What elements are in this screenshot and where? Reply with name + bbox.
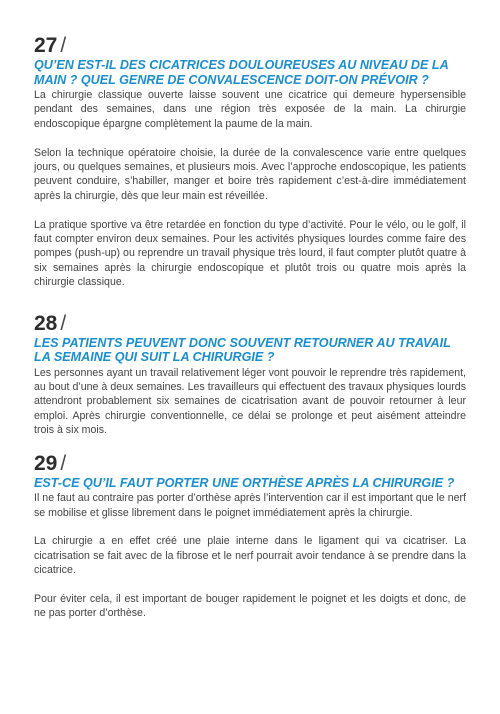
- question-number: 28: [34, 311, 58, 335]
- section-28: [34, 312, 466, 438]
- paragraph: La chirurgie classique ouverte laisse souvent une cicatrice qui demeure hypersensible pendant des semaines, dans une région très exposée de la main. La chirurgie endoscopique épargne complètement la paume de la main.: [34, 89, 466, 130]
- question-heading: QU’EN EST-IL DES CICATRICES DOULOUREUSES AU NIVEAU DE LA MAIN ? QUEL GENRE DE CONVALESCENCE DOIT-ON PRÉVOIR ?: [34, 58, 449, 87]
- number-slash: /: [60, 451, 67, 475]
- paragraph: Il ne faut au contraire pas porter d’orthèse après l’intervention car il est important que le nerf se mobilise et glisse librement dans le poignet immédiatement après la chirurgie.: [34, 492, 466, 519]
- paragraph: Selon la technique opératoire choisie, la durée de la convalescence varie entre quelques jours, ou quelques semaines, et plusieurs mois. Avec l’approche endoscopique, les patients peuvent conduire, s’habiller, manger et boire très rapidement c’est-à-dire immédiatement après la chirurgie, dès que leur main est réveillée.: [34, 146, 466, 202]
- section-27: [34, 34, 466, 290]
- question-number-line: [34, 452, 466, 476]
- question-heading: EST-CE QU’IL FAUT PORTER UNE ORTHÈSE APRÈS LA CHIRURGIE ?: [34, 475, 455, 490]
- question-number: 27: [34, 34, 58, 57]
- question-number-line: [34, 312, 466, 336]
- paragraph: La chirurgie a en effet créé une plaie interne dans le ligament qui va cicatriser. La cicatrisation se fait avec de la fibrose et le nerf pourrait avoir tendance à se prendre dans la cicatrice.: [34, 535, 466, 577]
- question-number: 29: [34, 451, 58, 475]
- question-number-line: [34, 34, 466, 58]
- document-page: [34, 34, 466, 621]
- paragraph: La pratique sportive va être retardée en fonction du type d’activité. Pour le vélo, ou le golf, il faut compter environ deux semaines. Pour les activités physiques lourdes comme faire des pompes (push-up) ou reprendre un travail physique très lourd, il faut compter plutôt quatre à six semaines après la chirurgie endoscopique et plutôt trois ou quatre mois après la chirurgie classique.: [34, 218, 466, 289]
- number-slash: /: [60, 34, 67, 57]
- section-29: [34, 452, 466, 621]
- paragraph: Pour éviter cela, il est important de bouger rapidement le poignet et les doigts et donc, de ne pas porter d’orthèse.: [34, 593, 466, 620]
- paragraph: Les personnes ayant un travail relativement léger vont pouvoir le reprendre très rapidement, au bout d’une à deux semaines. Les travailleurs qui effectuent des travaux physiques lourds attendront probablement six semaines de cicatrisation avant de pouvoir retourner à leur emploi. Après chirurgie conventionnelle, ce délai se prolonge et peut aisément atteindre trois à six mois.: [34, 366, 466, 437]
- number-slash: /: [60, 311, 67, 335]
- question-heading: LES PATIENTS PEUVENT DONC SOUVENT RETOURNER AU TRAVAIL LA SEMAINE QUI SUIT LA CHIRURGIE ?: [34, 335, 451, 365]
